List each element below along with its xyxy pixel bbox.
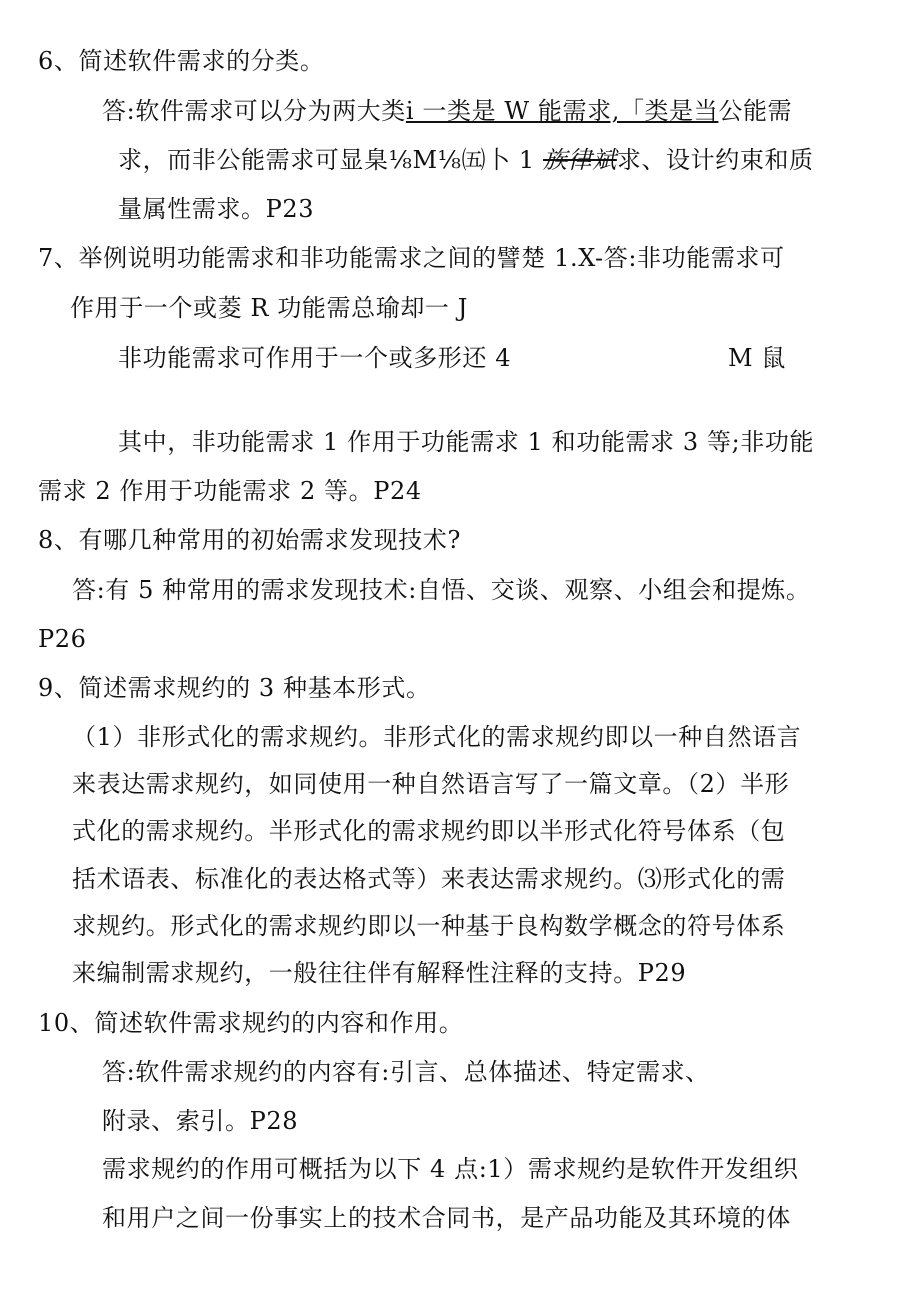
q7-line-4: 其中，非功能需求 1 作用于功能需求 1 和功能需求 3 等;非功能 [118,428,815,456]
q9-line-5: 求规约。形式化的需求规约即以一种基于良构数学概念的符号体系 [72,912,786,940]
q8-page-ref: P26 [38,625,87,653]
q10-title: 10、简述软件需求规约的内容和作用。 [38,1009,464,1037]
q6-answer-line-2 [118,143,814,177]
q6-answer-line-3: 量属性需求。P23 [118,195,315,223]
q10-answer-line-2: 附录、索引。P28 [102,1107,299,1135]
q10-role-line-2: 和用户之间一份事实上的技术合同书，是产品功能及其环境的体 [102,1204,791,1232]
q7-line-3b: M 鼠 [728,344,787,372]
q6-title: 6、简述软件需求的分类。 [38,47,325,75]
q9-line-3: 式化的需求规约。半形式化的需求规约即以半形式化符号体系（包 [72,817,786,845]
q7-title: 7、举例说明功能需求和非功能需求之间的譬楚 1.X-答:非功能需求可 [38,244,785,272]
q6-answer-2-post: 求、设计约束和质 [616,146,814,174]
q9-line-1: （1）非形式化的需求规约。非形式化的需求规约即以一种自然语言 [72,723,802,751]
q7-line-3a: 非功能需求可作用于一个或多形还 4 [118,344,512,372]
q9-line-4: 括术语表、标准化的表达格式等）来表达需求规约。⑶形式化的需 [72,865,786,893]
q6-answer-2-struck: 族律斌 [543,146,617,174]
q7-line-2: 作用于一个或菱 R 功能需总瑜却一 J [70,294,468,322]
q8-title: 8、有哪几种常用的初始需求发现技术? [38,526,461,554]
q9-line-2: 来表达需求规约，如同使用一种自然语言写了一篇文章。（2）半形 [72,770,790,798]
q9-line-6: 来编制需求规约，一般往往伴有解释性注释的支持。P29 [72,959,687,987]
q6-answer-2-pre: 求，而非公能需求可显臬⅛M⅛㈤卜 1 [118,146,544,174]
q10-answer-line-1: 答:软件需求规约的内容有:引言、总体描述、特定需求、 [102,1058,710,1086]
q6-answer-line-1 [102,94,792,128]
q6-answer-1-underlined: i 一类是 W 能需求,「类是当 [405,97,719,125]
q9-title: 9、简述需求规约的 3 种基本形式。 [38,674,431,702]
q10-role-line-1: 需求规约的作用可概括为以下 4 点:1）需求规约是软件开发组织 [102,1155,799,1183]
q6-answer-1-post: 公能需 [718,97,793,125]
q8-answer: 答:有 5 种常用的需求发现技术:自悟、交谈、观察、小组会和提炼。 [72,576,811,604]
q6-answer-1-pre: 答:软件需求可以分为两大类 [102,97,406,125]
q7-line-5: 需求 2 作用于功能需求 2 等。P24 [38,477,422,505]
